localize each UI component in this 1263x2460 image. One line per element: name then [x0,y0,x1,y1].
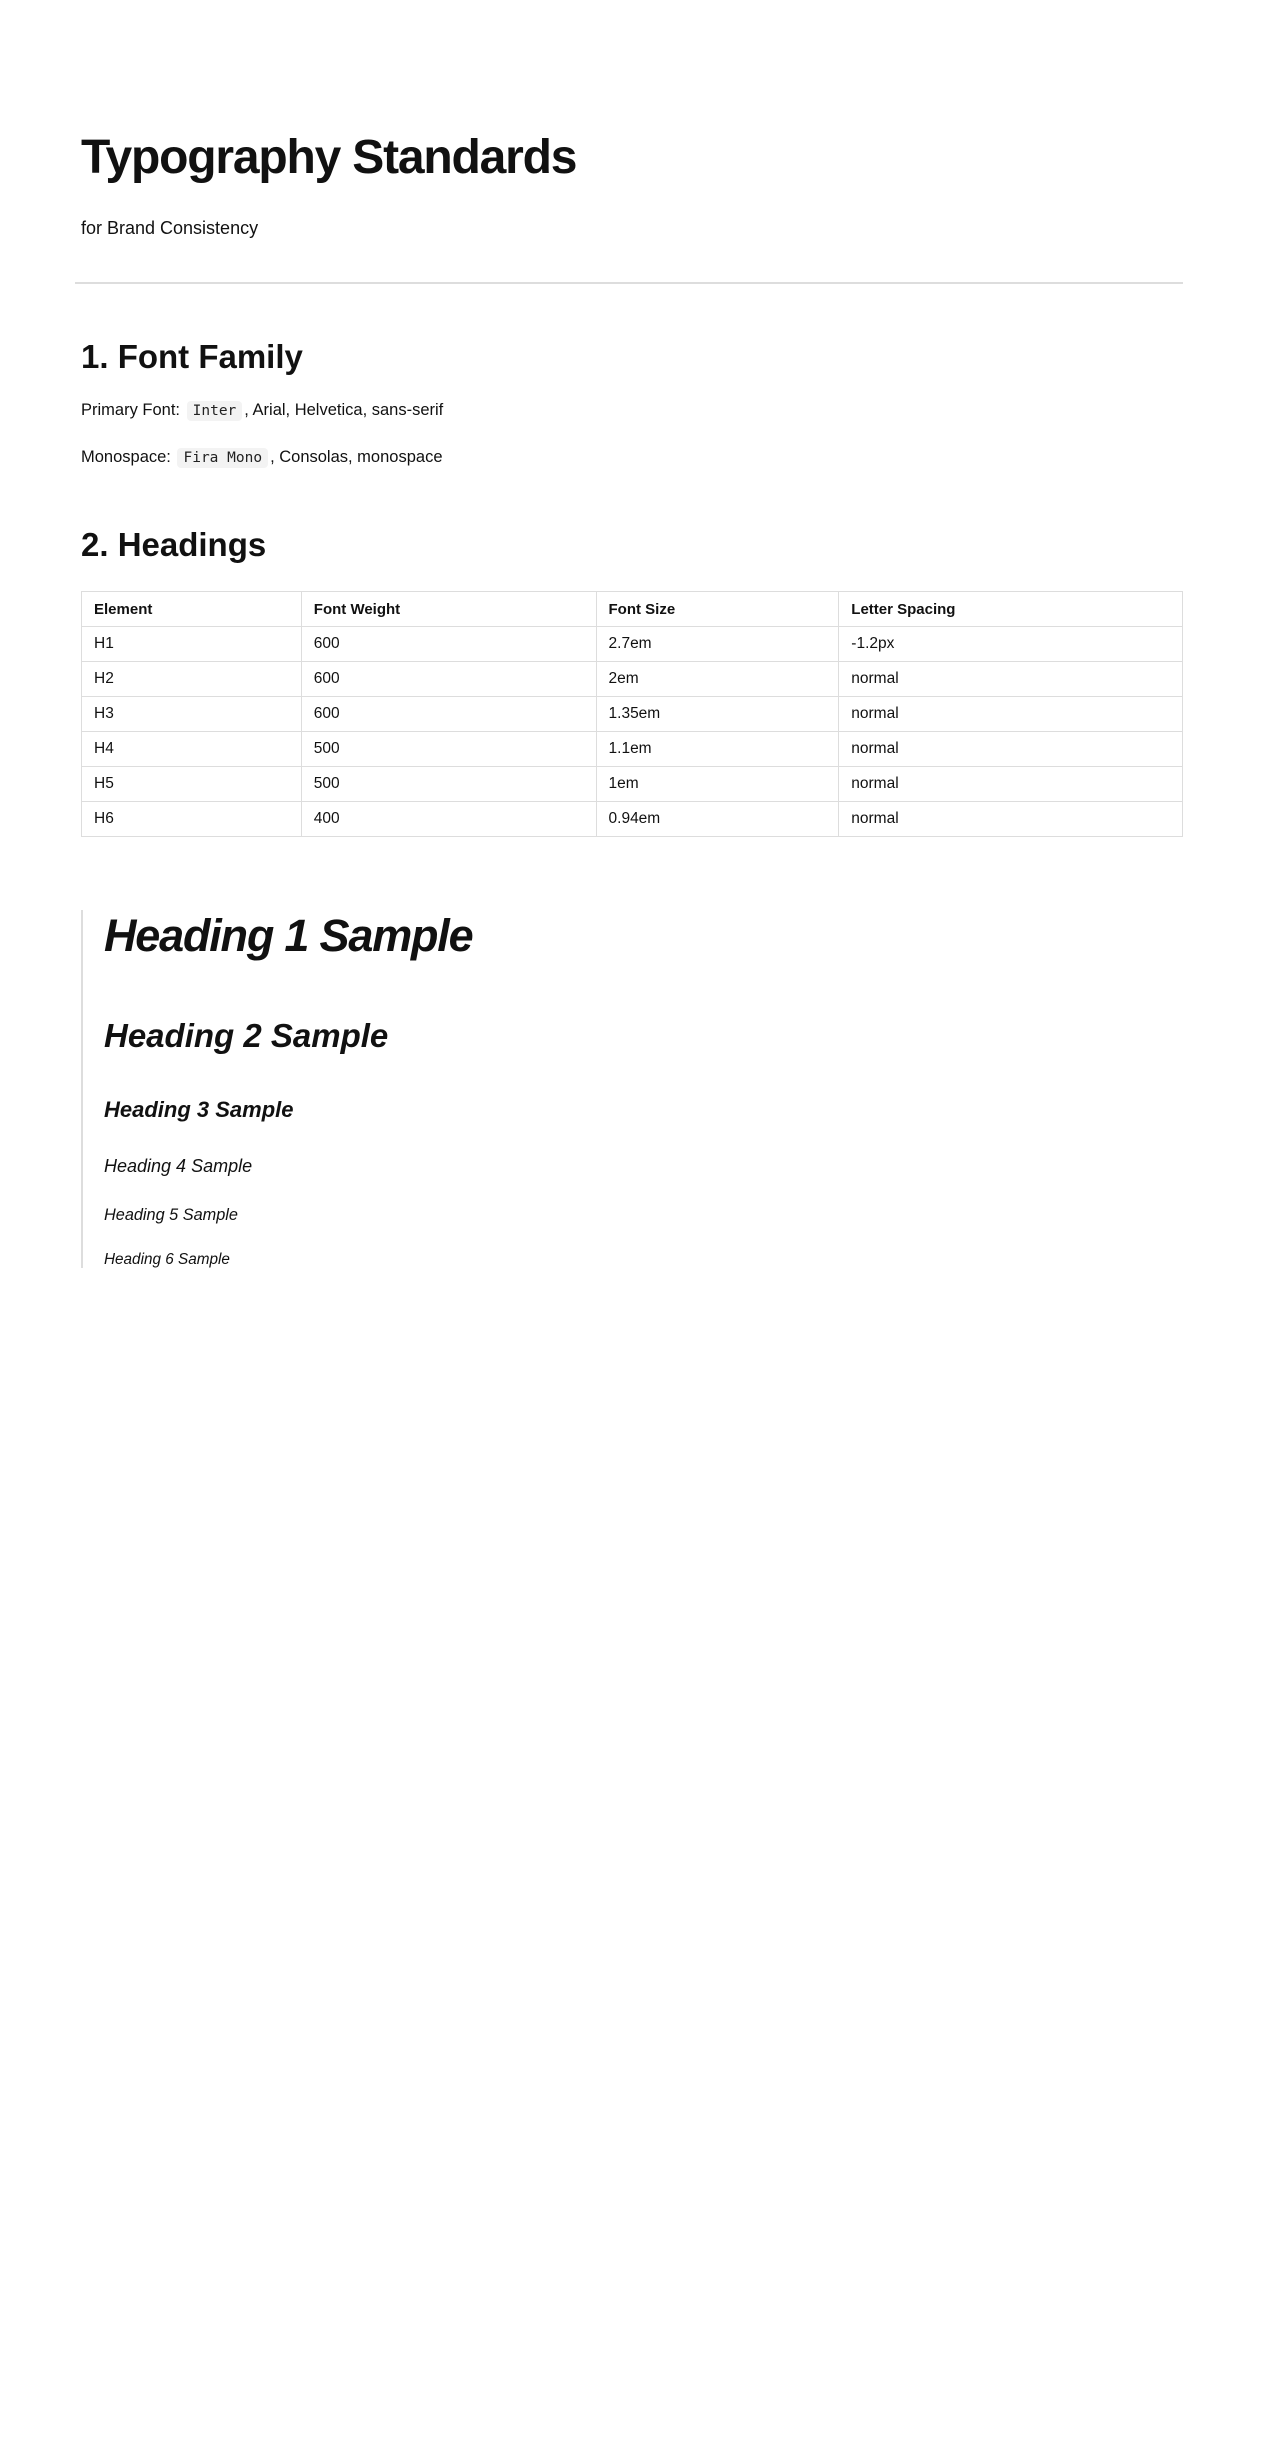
cell-font-weight: 500 [301,767,596,802]
heading-4-sample: Heading 4 Sample [104,1156,253,1176]
heading-3-sample: Heading 3 Sample [104,1097,294,1122]
primary-font-fallback: , Arial, Helvetica, sans-serif [244,401,444,419]
section-title-font-family: 1. Font Family [81,338,303,375]
table-row [82,732,1183,767]
cell-font-weight: 500 [301,732,596,767]
cell-element: H2 [82,662,302,697]
column-header-font-size: Font Size [596,592,839,627]
cell-element: H3 [82,697,302,732]
primary-font-line [81,398,443,423]
column-header-letter-spacing: Letter Spacing [839,592,1183,627]
page-subtitle: for Brand Consistency [81,218,259,238]
mono-font-line [81,445,443,470]
cell-font-weight: 600 [301,627,596,662]
heading-5-sample: Heading 5 Sample [104,1206,238,1224]
cell-letter-spacing: normal [839,767,1183,802]
table-header-row [82,592,1183,627]
cell-letter-spacing: normal [839,697,1183,732]
cell-element: H4 [82,732,302,767]
column-header-font-weight: Font Weight [301,592,596,627]
table-row [82,767,1183,802]
mono-font-code: Fira Mono [177,448,268,468]
cell-element: H6 [82,802,302,837]
cell-font-weight: 600 [301,697,596,732]
cell-letter-spacing: normal [839,802,1183,837]
cell-font-weight: 600 [301,662,596,697]
primary-font-label: Primary Font: [81,401,181,419]
cell-font-weight: 400 [301,802,596,837]
cell-letter-spacing: -1.2px [839,627,1183,662]
heading-6-sample: Heading 6 Sample [104,1251,230,1268]
cell-element: H5 [82,767,302,802]
cell-font-size: 2.7em [596,627,839,662]
heading-spec-table [81,591,1183,837]
table-row [82,662,1183,697]
table-row [82,627,1183,662]
cell-font-size: 1.1em [596,732,839,767]
column-header-element: Element [82,592,302,627]
heading-2-sample: Heading 2 Sample [104,1017,389,1054]
cell-letter-spacing: normal [839,732,1183,767]
cell-element: H1 [82,627,302,662]
primary-font-code: Inter [187,401,243,421]
cell-font-size: 1.35em [596,697,839,732]
mono-font-fallback: , Consolas, monospace [270,448,443,466]
page-title: Typography Standards [81,131,577,184]
cell-letter-spacing: normal [839,662,1183,697]
header-divider [75,282,1183,284]
cell-font-size: 1em [596,767,839,802]
heading-samples-blockquote [81,910,1183,1268]
cell-font-size: 2em [596,662,839,697]
mono-font-label: Monospace: [81,448,171,466]
cell-font-size: 0.94em [596,802,839,837]
table-row [82,697,1183,732]
table-row [82,802,1183,837]
section-title-headings: 2. Headings [81,526,267,563]
heading-1-sample: Heading 1 Sample [104,910,473,961]
